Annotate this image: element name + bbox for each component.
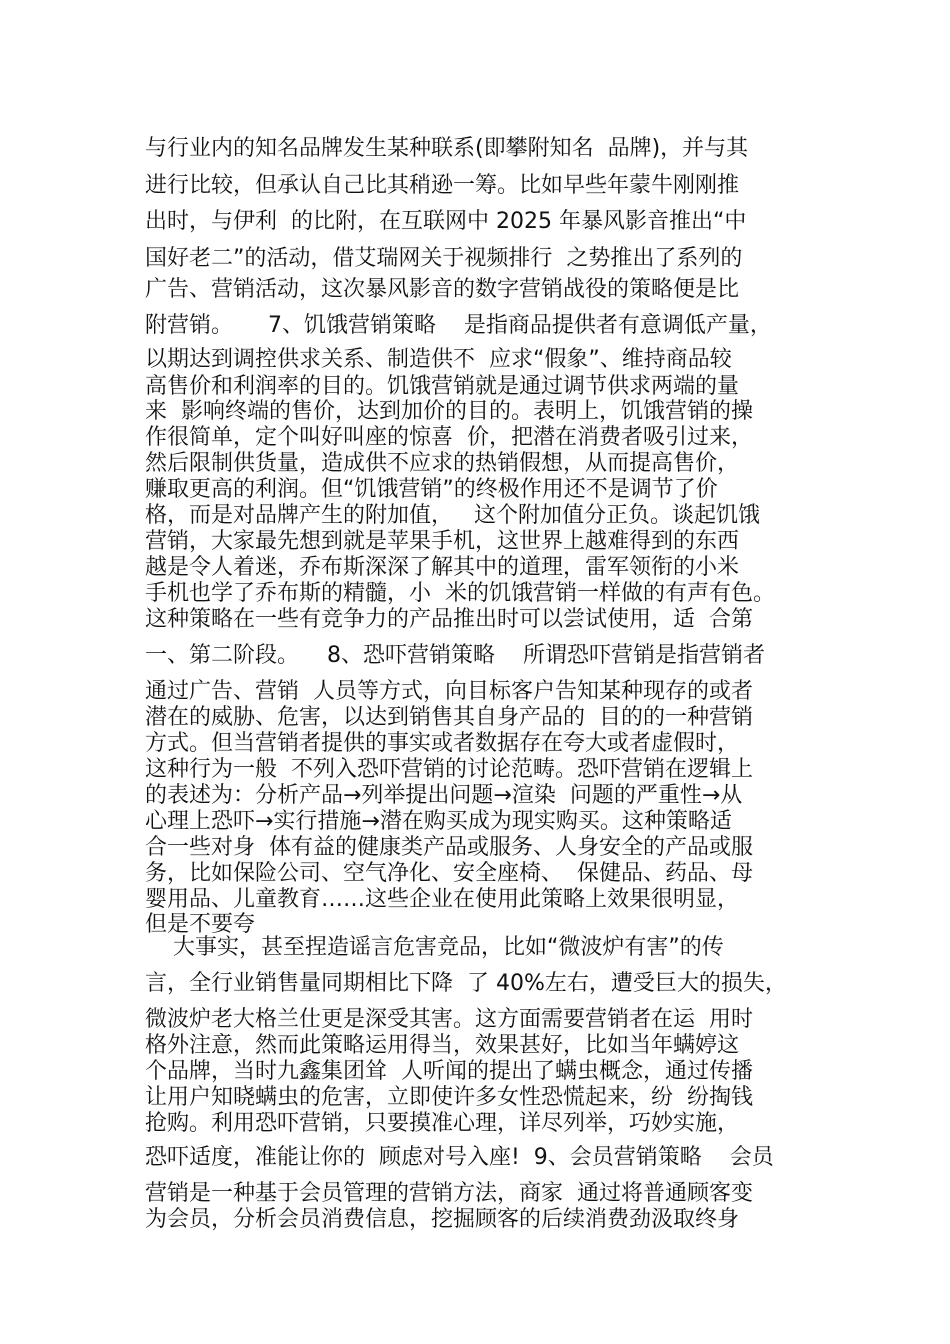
text-line: 营销是一种基于会员管理的营销方法，商家 通过将普通顾客变 — [145, 1181, 753, 1206]
text-line: 让用户知晓螨虫的危害，立即使许多女性恐慌起来，纷 纷掏钱 — [145, 1085, 753, 1110]
text-line: 以期达到调控供求关系、制造供不 应求“假象”、维持商品较 — [145, 347, 732, 372]
text-line: 心理上恐吓→实行措施→潜在购买成为现实购买。这种策略适 — [145, 809, 732, 834]
text-line: 国好老二”的活动，借艾瑞网关于视频排行 之势推出了系列的 — [145, 246, 743, 271]
text-line: 作很简单，定个叫好叫座的惊喜 价，把潜在消费者吸引过来， — [145, 425, 753, 450]
text-line: 手机也学了乔布斯的精髓，小 米的饥饿营销一样做的有声有色。 — [145, 581, 775, 606]
text-line: 个品牌，当时九鑫集团耸 人听闻的提出了螨虫概念，通过传播 — [145, 1059, 753, 1084]
text-line: 赚取更高的利润。但“饥饿营销”的终极作用还不是调节了价 — [145, 477, 718, 502]
text-line: 来 影响终端的售价，达到加价的目的。表明上，饥饿营销的操 — [145, 399, 753, 424]
text-line: 合一些对身 体有益的健康类产品或服务、人身安全的产品或服 — [145, 835, 753, 860]
text-line: 进行比较，但承认自己比其稍逊一筹。比如早些年蒙牛刚刚推 — [145, 173, 740, 198]
text-line: 为会员，分析会员消费信息，挖掘顾客的后续消费劲汲取终身 — [145, 1207, 740, 1232]
text-line: 大事实，甚至捏造谣言危害竞品，比如“微波炉有害”的传 — [145, 935, 724, 960]
text-line: 恐吓适度，准能让你的 顾虑对号入座! 9、会员营销策略 会员 — [145, 1145, 774, 1170]
text-line: 方式。但当营销者提供的事实或者数据存在夸大或者虚假时， — [145, 731, 740, 756]
text-line: 这种策略在一些有竞争力的产品推出时可以尝试使用，适 合第 — [145, 607, 753, 632]
text-line: 的表述为：分析产品→列举提出问题→渲染 问题的严重性→从 — [145, 783, 743, 808]
text-line: 高售价和利润率的目的。饥饿营销就是通过调节供求两端的量 — [145, 374, 740, 399]
text-line: 这种行为一般 不列入恐吓营销的讨论范畴。恐吓营销在逻辑上 — [145, 757, 753, 782]
text-line: 格外注意，然而此策略运用得当，效果甚好，比如当年螨婷这 — [145, 1033, 740, 1058]
text-line: 越是令人着迷，乔布斯深深了解其中的道理，雷军领衔的小米 — [145, 555, 740, 580]
text-line: 广告、营销活动，这次暴风影音的数字营销战役的策略便是比 — [145, 277, 740, 302]
text-line: 通过广告、营销 人员等方式，向目标客户告知某种现存的或者 — [145, 679, 753, 704]
text-line: 与行业内的知名品牌发生某种联系(即攀附知名 品牌)，并与其 — [145, 136, 749, 161]
text-line: 出时，与伊利 的比附，在互联网中 2025 年暴风影音推出“中 — [145, 209, 747, 234]
text-line: 务，比如保险公司、空气净化、安全座椅、 保健品、药品、母 — [145, 861, 753, 886]
text-line: 附营销。 7、饥饿营销策略 是指商品提供者有意调低产量， — [145, 313, 772, 338]
text-line: 言，全行业销售量同期相比下降 了 40%左右，遭受巨大的损失， — [145, 971, 787, 996]
text-line: 格，而是对品牌产生的附加值， 这个附加值分正负。谈起饥饿 — [145, 503, 760, 528]
text-line: 营销，大家最先想到就是苹果手机，这世界上越难得到的东西 — [145, 529, 740, 554]
text-line: 潜在的威胁、危害，以达到销售其自身产品的 目的的一种营销 — [145, 705, 753, 730]
text-line: 然后限制供货量，造成供不应求的热销假想，从而提高售价， — [145, 451, 740, 476]
text-line: 一、第二阶段。 8、恐吓营销策略 所谓恐吓营销是指营销者 — [145, 643, 765, 668]
text-line: 微波炉老大格兰仕更是深受其害。这方面需要营销者在运 用时 — [145, 1007, 753, 1032]
text-line: 抢购。利用恐吓营销，只要摸准心理，详尽列举，巧妙实施， — [145, 1111, 740, 1136]
text-line: 婴用品、儿童教育……这些企业在使用此策略上效果很明显， — [145, 887, 740, 912]
text-line: 但是不要夸 — [145, 912, 256, 937]
